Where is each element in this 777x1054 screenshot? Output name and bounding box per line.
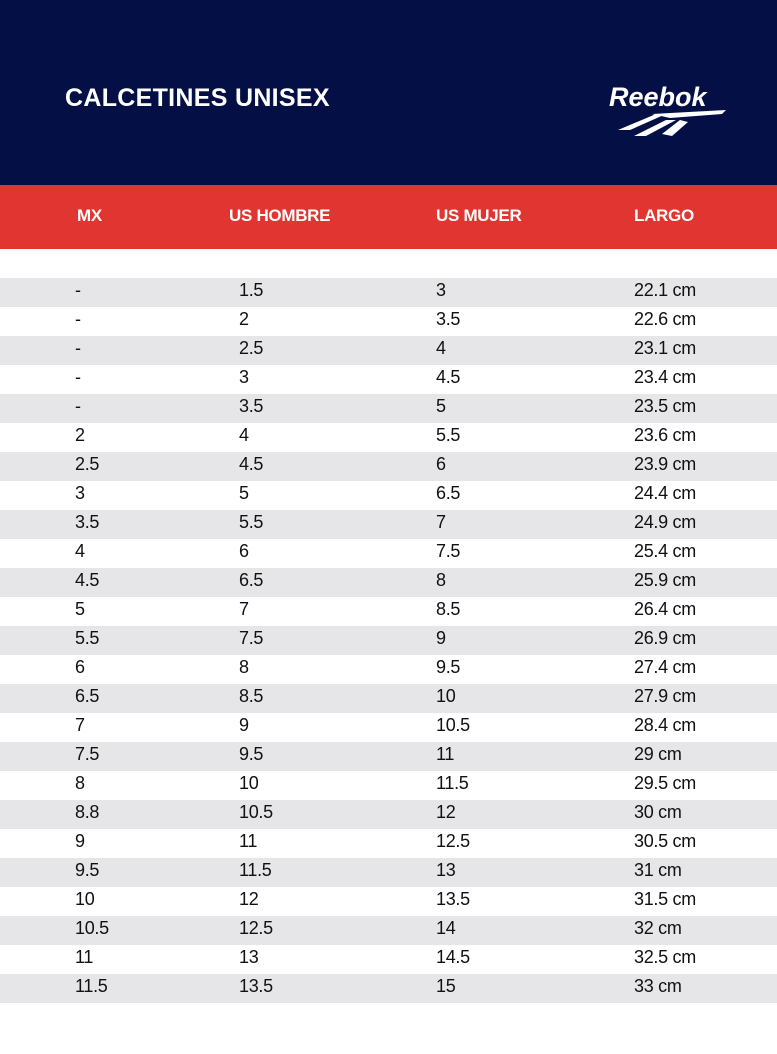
table-row: [0, 713, 777, 742]
table-row: [0, 597, 777, 626]
cell-largo: 31.5 cm: [634, 889, 696, 909]
cell-us-hombre: 13.5: [239, 976, 273, 996]
cell-us-mujer: 5.5: [436, 425, 461, 445]
logo-wordmark: Reebok: [609, 82, 707, 112]
cell-largo: 28.4 cm: [634, 715, 696, 735]
table-row: [0, 423, 777, 452]
cell-us-hombre: 10: [239, 773, 259, 793]
cell-us-hombre: 9: [239, 715, 249, 735]
cell-largo: 23.5 cm: [634, 396, 696, 416]
cell-us-mujer: 12: [436, 802, 456, 822]
cell-us-hombre: 1.5: [239, 280, 264, 300]
cell-us-mujer: 3.5: [436, 309, 461, 329]
table-row: [0, 568, 777, 597]
reebok-logo: [604, 80, 734, 144]
cell-largo: 27.9 cm: [634, 686, 696, 706]
cell-us-hombre: 8.5: [239, 686, 264, 706]
table-row: [0, 945, 777, 974]
cell-mx: -: [75, 396, 81, 416]
cell-largo: 23.9 cm: [634, 454, 696, 474]
cell-mx: 4: [75, 541, 85, 561]
cell-us-mujer: 13: [436, 860, 456, 880]
cell-mx: -: [75, 280, 81, 300]
table-row: [0, 452, 777, 481]
cell-mx: 11.5: [75, 976, 108, 996]
cell-mx: 6: [75, 657, 85, 677]
cell-us-hombre: 11: [239, 831, 258, 851]
cell-largo: 23.6 cm: [634, 425, 696, 445]
cell-mx: 8: [75, 773, 85, 793]
size-table: [0, 278, 777, 1003]
cell-largo: 32 cm: [634, 918, 682, 938]
cell-us-mujer: 15: [436, 976, 456, 996]
column-header-mx: MX: [77, 206, 102, 225]
cell-mx: 3.5: [75, 512, 100, 532]
cell-us-mujer: 8.5: [436, 599, 461, 619]
cell-us-mujer: 10: [436, 686, 456, 706]
cell-mx: 11: [75, 947, 94, 967]
table-row: [0, 626, 777, 655]
cell-us-hombre: 13: [239, 947, 259, 967]
cell-us-mujer: 14.5: [436, 947, 470, 967]
cell-mx: -: [75, 367, 81, 387]
cell-us-hombre: 3: [239, 367, 249, 387]
cell-us-mujer: 13.5: [436, 889, 470, 909]
cell-mx: 10: [75, 889, 95, 909]
table-row: [0, 481, 777, 510]
table-row: [0, 771, 777, 800]
cell-us-hombre: 3.5: [239, 396, 264, 416]
cell-largo: 27.4 cm: [634, 657, 696, 677]
table-row: [0, 539, 777, 568]
table-row: [0, 394, 777, 423]
cell-largo: 25.9 cm: [634, 570, 696, 590]
column-header-us-hombre: US HOMBRE: [229, 206, 331, 225]
cell-largo: 24.9 cm: [634, 512, 696, 532]
cell-largo: 31 cm: [634, 860, 682, 880]
table-row: [0, 829, 777, 858]
cell-us-hombre: 4.5: [239, 454, 264, 474]
table-row: [0, 742, 777, 771]
table-row: [0, 858, 777, 887]
cell-largo: 29 cm: [634, 744, 682, 764]
table-row: [0, 916, 777, 945]
cell-us-mujer: 8: [436, 570, 446, 590]
cell-mx: 9.5: [75, 860, 100, 880]
cell-us-mujer: 7: [436, 512, 446, 532]
cell-mx: 6.5: [75, 686, 100, 706]
cell-us-hombre: 7: [239, 599, 249, 619]
table-row: [0, 887, 777, 916]
cell-us-mujer: 4.5: [436, 367, 461, 387]
table-row: [0, 800, 777, 829]
table-row: [0, 974, 777, 1003]
cell-us-mujer: 11.5: [436, 773, 469, 793]
cell-us-hombre: 10.5: [239, 802, 273, 822]
cell-mx: 2.5: [75, 454, 100, 474]
cell-us-mujer: 10.5: [436, 715, 470, 735]
cell-us-hombre: 2: [239, 309, 249, 329]
cell-largo: 23.4 cm: [634, 367, 696, 387]
cell-us-mujer: 6.5: [436, 483, 461, 503]
cell-us-hombre: 12.5: [239, 918, 273, 938]
table-row: [0, 365, 777, 394]
cell-mx: 2: [75, 425, 85, 445]
cell-us-hombre: 6: [239, 541, 249, 561]
cell-mx: 3: [75, 483, 85, 503]
cell-largo: 22.1 cm: [634, 280, 696, 300]
cell-us-hombre: 5.5: [239, 512, 264, 532]
cell-us-hombre: 11.5: [239, 860, 272, 880]
cell-us-hombre: 9.5: [239, 744, 264, 764]
cell-us-hombre: 7.5: [239, 628, 264, 648]
page-title: CALCETINES UNISEX: [65, 84, 330, 112]
cell-mx: 4.5: [75, 570, 100, 590]
table-row: [0, 655, 777, 684]
cell-largo: 25.4 cm: [634, 541, 696, 561]
column-header-largo: LARGO: [634, 206, 694, 225]
cell-mx: -: [75, 309, 81, 329]
table-row: [0, 510, 777, 539]
cell-us-hombre: 12: [239, 889, 259, 909]
cell-us-mujer: 6: [436, 454, 446, 474]
cell-mx: 7: [75, 715, 85, 735]
cell-largo: 32.5 cm: [634, 947, 696, 967]
table-row: [0, 307, 777, 336]
cell-largo: 24.4 cm: [634, 483, 696, 503]
cell-mx: 5: [75, 599, 85, 619]
table-row: [0, 684, 777, 713]
cell-mx: 10.5: [75, 918, 109, 938]
cell-us-hombre: 8: [239, 657, 249, 677]
cell-mx: 9: [75, 831, 85, 851]
cell-largo: 33 cm: [634, 976, 682, 996]
cell-us-hombre: 2.5: [239, 338, 264, 358]
cell-us-mujer: 14: [436, 918, 456, 938]
cell-us-hombre: 6.5: [239, 570, 264, 590]
cell-us-mujer: 5: [436, 396, 446, 416]
table-row: [0, 278, 777, 307]
cell-largo: 30 cm: [634, 802, 682, 822]
cell-us-mujer: 9.5: [436, 657, 461, 677]
table-row: [0, 336, 777, 365]
header-banner: [0, 0, 777, 185]
cell-largo: 23.1 cm: [634, 338, 696, 358]
cell-largo: 22.6 cm: [634, 309, 696, 329]
cell-mx: 8.8: [75, 802, 100, 822]
cell-us-mujer: 12.5: [436, 831, 470, 851]
cell-mx: 7.5: [75, 744, 100, 764]
cell-mx: -: [75, 338, 81, 358]
cell-us-mujer: 4: [436, 338, 446, 358]
cell-us-hombre: 5: [239, 483, 249, 503]
cell-us-mujer: 7.5: [436, 541, 461, 561]
cell-us-mujer: 9: [436, 628, 446, 648]
cell-largo: 26.4 cm: [634, 599, 696, 619]
cell-largo: 30.5 cm: [634, 831, 696, 851]
cell-us-mujer: 3: [436, 280, 446, 300]
cell-largo: 29.5 cm: [634, 773, 696, 793]
column-header-us-mujer: US MUJER: [436, 206, 522, 225]
cell-largo: 26.9 cm: [634, 628, 696, 648]
cell-us-hombre: 4: [239, 425, 249, 445]
cell-us-mujer: 11: [436, 744, 455, 764]
cell-mx: 5.5: [75, 628, 100, 648]
